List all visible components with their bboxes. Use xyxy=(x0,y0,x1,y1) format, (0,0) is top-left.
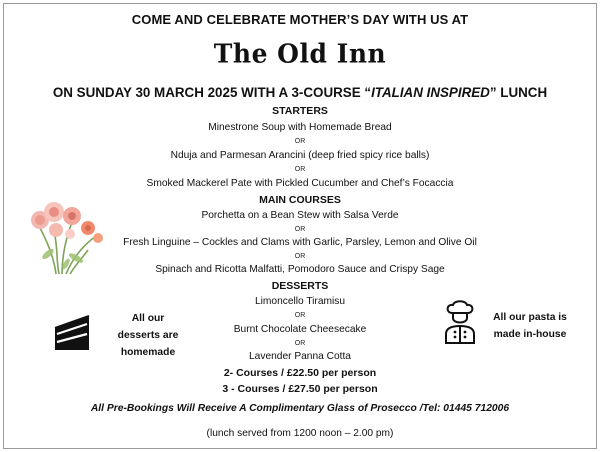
price-three-course: 3 - Courses / £27.50 per person xyxy=(222,383,378,395)
or-divider: OR xyxy=(294,166,306,173)
cake-slice-icon xyxy=(52,312,92,354)
venue-name: The Old Inn xyxy=(213,38,387,69)
menu-item: Fresh Linguine – Cockles and Clams with Garlic, Parsley, Lemon and Olive Oil xyxy=(123,237,477,248)
chef-icon xyxy=(442,300,478,344)
pasta-inhouse-note: All our pasta is made in-house xyxy=(493,312,567,340)
desserts-heading: DESSERTS xyxy=(271,280,329,292)
menu-item: Porchetta on a Bean Stew with Salsa Verde xyxy=(201,210,399,221)
lunch-time: (lunch served from 1200 noon – 2.00 pm) xyxy=(206,428,394,439)
price-two-course: 2- Courses / £22.50 per person xyxy=(223,367,377,379)
mains-heading: MAIN COURSES xyxy=(259,194,341,206)
menu-item: Lavender Panna Cotta xyxy=(249,351,351,362)
desserts-homemade-note: All our desserts are homemade xyxy=(117,313,179,358)
or-divider: OR xyxy=(294,138,306,145)
menu-item: Smoked Mackerel Pate with Pickled Cucumber and Chef’s Focaccia xyxy=(146,178,454,189)
menu-item: Spinach and Ricotta Malfatti, Pomodoro Sauce and Crispy Sage xyxy=(155,264,445,275)
menu-item: Limoncello Tiramisu xyxy=(254,296,346,307)
or-divider: OR xyxy=(294,340,306,347)
or-divider: OR xyxy=(294,253,306,260)
or-divider: OR xyxy=(294,226,306,233)
menu-item: Burnt Chocolate Cheesecake xyxy=(233,324,367,335)
menu-item: Minestrone Soup with Homemade Bread xyxy=(208,122,392,133)
flowers-illustration xyxy=(26,198,108,276)
prosecco-offer: All Pre-Bookings Will Receive A Complimentary Glass of Prosecco /Tel: 01445 712006 xyxy=(90,403,510,414)
theme-emphasis: ITALIAN INSPIRED xyxy=(371,85,490,100)
starters-heading: STARTERS xyxy=(272,105,328,117)
or-divider: OR xyxy=(294,312,306,319)
menu-item: Nduja and Parmesan Arancini (deep fried spicy rice balls) xyxy=(170,150,430,161)
headline: COME AND CELEBRATE MOTHER’S DAY WITH US AT xyxy=(131,12,469,27)
event-date-line: ON SUNDAY 30 MARCH 2025 WITH A 3-COURSE “ITALIAN INSPIRED” LUNCH xyxy=(52,85,548,100)
